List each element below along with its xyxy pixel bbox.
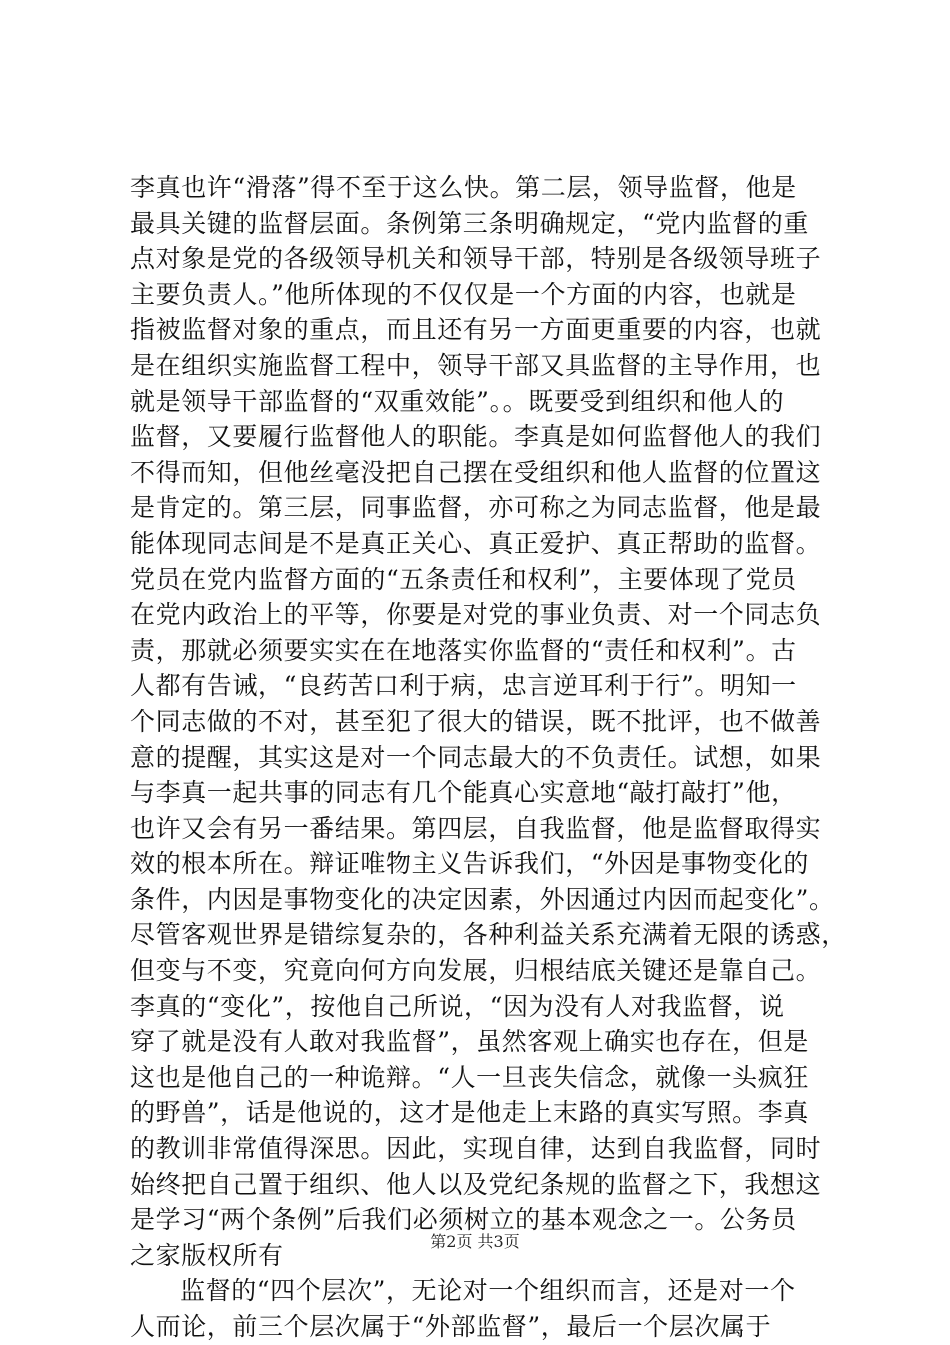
text-line: 尽管客观世界是错综复杂的，各种利益关系充满着无限的诱惑， [130,920,847,950]
text-line: 党员在党内监督方面的“五条责任和权利”，主要体现了党员 [130,564,797,594]
text-line: 是肯定的。第三层，同事监督，亦可称之为同志监督，他是最 [130,493,822,523]
text-line: 就是领导干部监督的“双重效能”。。既要受到组织和他人的 [130,386,785,416]
text-line: 在党内政治上的平等，你要是对党的事业负责、对一个同志负 [130,600,822,630]
text-line: 穿了就是没有人敢对我监督”，虽然客观上确实也存在，但是 [130,1027,809,1057]
text-line: 是学习“两个条例”后我们必须树立的基本观念之一。公务员 [130,1205,797,1235]
text-line: 李真也许“滑落”得不至于这么快。第二层，领导监督，他是 [130,173,797,202]
text-line: 意的提醒，其实这是对一个同志最大的不负责任。试想，如果 [130,742,822,772]
paragraph-first-line: 监督的“四个层次”，无论对一个组织而言，还是对一个 [180,1276,796,1306]
body-text [130,170,847,1345]
text-line: 之家版权所有 [130,1240,284,1270]
text-line: 始终把自己置于组织、他人以及党纪条规的监督之下，我想这 [130,1169,822,1199]
text-line: 责，那就必须要实实在在地落实你监督的“责任和权利”。古 [130,635,797,665]
text-line: 的教训非常值得深思。因此，实现自律，达到自我监督，同时 [130,1134,822,1164]
text-line: 不得而知，但他丝毫没把自己摆在受组织和他人监督的位置这 [130,457,822,487]
text-line: 也许又会有另一番结果。第四层，自我监督，他是监督取得实 [130,813,822,843]
text-line: 个同志做的不对，甚至犯了很大的错误，既不批评，也不做善 [130,706,822,736]
text-line: 能体现同志间是不是真正关心、真正爱护、真正帮助的监督。 [130,528,822,558]
text-line: 主要负责人。”他所体现的不仅仅是一个方面的内容，也就是 [130,279,797,309]
text-line: 人而论，前三个层次属于“外部监督”，最后一个层次属于 [130,1312,772,1341]
text-line: 条件，内因是事物变化的决定因素，外因通过内因而起变化”。 [130,884,835,914]
text-line: 是在组织实施监督工程中，领导干部又具监督的主导作用，也 [130,350,822,380]
text-line: 指被监督对象的重点，而且还有另一方面更重要的内容，也就 [130,315,822,345]
text-line: 效的根本所在。辩证唯物主义告诉我们，“外因是事物变化的 [130,849,809,879]
text-line: 但变与不变，究竟向何方向发展，归根结底关键还是靠自己。 [130,956,822,986]
text-line: 的野兽”，话是他说的，这才是他走上末路的真实写照。李真 [130,1098,809,1128]
text-line: 点对象是党的各级领导机关和领导干部，特别是各级领导班子 [130,244,822,274]
text-line: 人都有告诫，“良药苦口利于病，忠言逆耳利于行”。明知一 [130,671,797,701]
text-line: 这也是他自己的一种诡辩。“人一旦丧失信念，就像一头疯狂 [130,1062,809,1092]
text-line: 监督，又要履行监督他人的职能。李真是如何监督他人的我们 [130,422,822,452]
page-footer: 第2页 共3页 [430,1232,520,1251]
text-line: 与李真一起共事的同志有几个能真心实意地“敲打敲打”他， [130,778,797,808]
text-line: 李真的“变化”，按他自己所说，“因为没有人对我监督，说 [130,991,785,1021]
text-line: 最具关键的监督层面。条例第三条明确规定，“党内监督的重 [130,208,809,238]
